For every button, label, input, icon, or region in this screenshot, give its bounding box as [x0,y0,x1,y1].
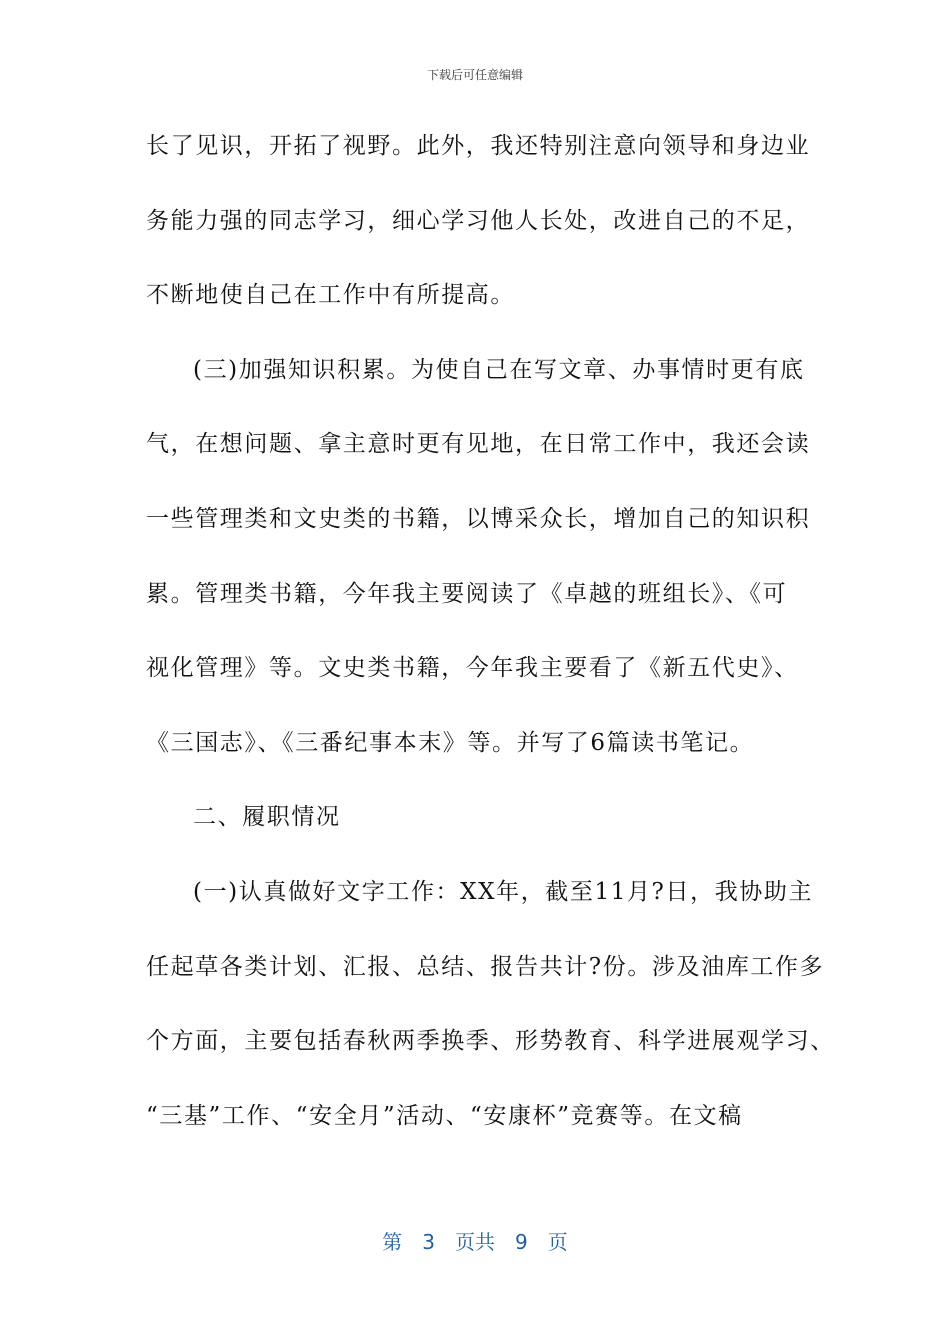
document-body [146,126,835,1170]
text-line: 任起草各类计划、汇报、总结、报告共计?份。涉及油库工作多 [146,953,825,980]
footer-middle: 页共 [455,1230,495,1254]
text-line: 气，在想问题、拿主意时更有见地，在日常工作中，我还会读 [146,431,811,458]
text-line: 累。管理类书籍，今年我主要阅读了《卓越的班组长》、《可 [146,580,788,607]
footer-total-pages: 9 [515,1230,528,1254]
page-footer [0,1226,950,1255]
footer-current-page: 3 [422,1230,435,1254]
section-heading: 二、履职情况 [193,804,341,831]
text-line: 长了见识，开拓了视野。此外，我还特别注意向领导和身边业 [146,133,811,159]
footer-prefix: 第 [382,1230,403,1254]
text-line: 《三国志》、《三番纪事本末》等。并写了6篇读书笔记。 [146,729,755,756]
text-line: “三基”工作、“安全月”活动、“安康杯”竞赛等。在文稿 [146,1102,743,1129]
footer-suffix: 页 [547,1230,568,1254]
text-line: (三)加强知识积累。为使自己在写文章、办事情时更有底 [193,356,805,383]
text-line: 不断地使自己在工作中有所提高。 [146,282,515,309]
text-line: 一些管理类和文史类的书籍，以博采众长，增加自己的知识积 [146,505,811,532]
text-line: 务能力强的同志学习，细心学习他人长处，改进自己的不足， [146,207,811,234]
page-header: 下载后可任意编辑 [426,68,523,82]
text-line: 个方面，主要包括春秋两季换季、形势教育、科学进展观学习、 [146,1028,835,1055]
text-line: 视化管理》等。文史类书籍，今年我主要看了《新五代史》、 [146,655,799,682]
text-line: (一)认真做好文字工作：XX年，截至11月?日，我协助主 [193,878,814,905]
